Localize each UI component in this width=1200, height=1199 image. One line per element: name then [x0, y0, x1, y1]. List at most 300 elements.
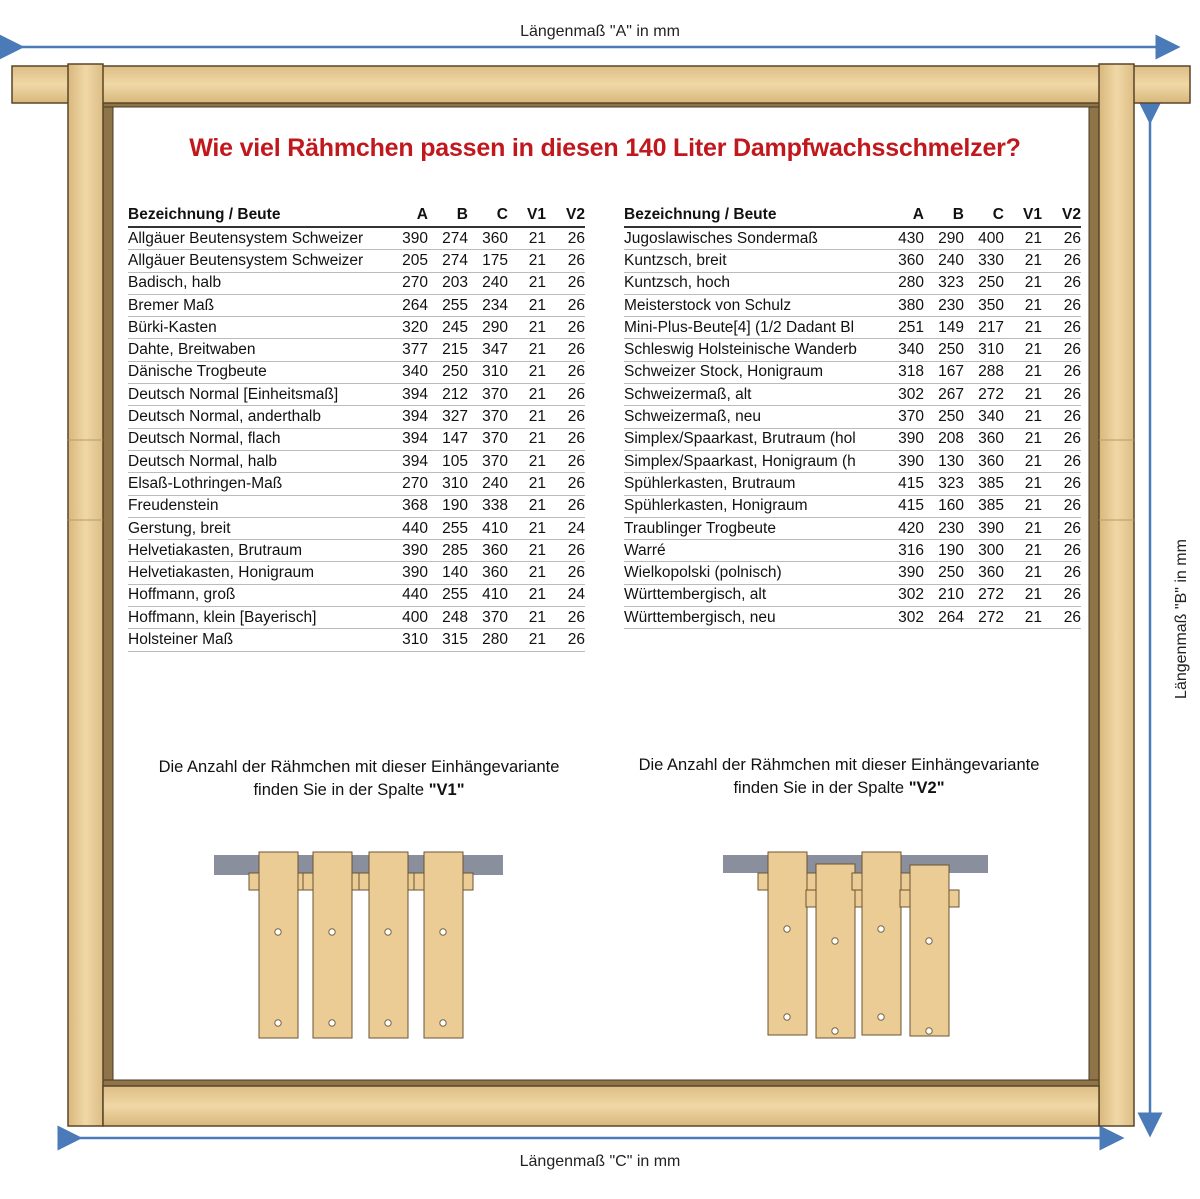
- table-row: [128, 406, 585, 428]
- value-cell: 21: [508, 406, 546, 428]
- value-cell: 26: [546, 272, 585, 294]
- value-cell: 310: [428, 473, 468, 495]
- hive-name-cell: Gerstung, breit: [128, 517, 388, 539]
- value-cell: 26: [1042, 584, 1081, 606]
- value-cell: 394: [388, 406, 428, 428]
- value-cell: 440: [388, 584, 428, 606]
- hive-name-cell: Hoffmann, klein [Bayerisch]: [128, 607, 388, 629]
- value-cell: 385: [964, 495, 1004, 517]
- table-row: [128, 473, 585, 495]
- hive-name-cell: Schweizermaß, alt: [624, 384, 884, 406]
- value-cell: 26: [546, 629, 585, 651]
- value-cell: 240: [468, 272, 508, 294]
- hive-name-cell: Württembergisch, neu: [624, 607, 884, 629]
- value-cell: 272: [964, 584, 1004, 606]
- value-cell: 21: [508, 607, 546, 629]
- value-cell: 215: [428, 339, 468, 361]
- value-cell: 240: [468, 473, 508, 495]
- note-v2-column: "V2": [908, 779, 945, 797]
- table-header-row: [128, 205, 585, 227]
- hive-name-cell: Deutsch Normal, halb: [128, 450, 388, 472]
- value-cell: 26: [546, 294, 585, 316]
- column-header: B: [428, 205, 468, 227]
- value-cell: 26: [1042, 450, 1081, 472]
- wire-hole: [784, 926, 790, 932]
- value-cell: 21: [508, 339, 546, 361]
- value-cell: 394: [388, 450, 428, 472]
- value-cell: 21: [1004, 227, 1042, 250]
- value-cell: 285: [428, 540, 468, 562]
- value-cell: 360: [468, 227, 508, 250]
- value-cell: 21: [508, 629, 546, 651]
- value-cell: 410: [468, 584, 508, 606]
- value-cell: 26: [1042, 250, 1081, 272]
- value-cell: 370: [468, 607, 508, 629]
- table-row: [128, 317, 585, 339]
- frame-side-bar: [768, 852, 807, 1035]
- value-cell: 210: [924, 584, 964, 606]
- value-cell: 212: [428, 384, 468, 406]
- value-cell: 350: [964, 294, 1004, 316]
- hive-name-cell: Württembergisch, alt: [624, 584, 884, 606]
- column-header: V2: [1042, 205, 1081, 227]
- value-cell: 26: [546, 250, 585, 272]
- wire-hole: [275, 929, 281, 935]
- value-cell: 26: [1042, 473, 1081, 495]
- value-cell: 26: [1042, 317, 1081, 339]
- table-row: [624, 450, 1081, 472]
- table-row: [128, 272, 585, 294]
- value-cell: 390: [964, 517, 1004, 539]
- value-cell: 323: [924, 272, 964, 294]
- note-v2-line1: Die Anzahl der Rähmchen mit dieser Einhängevariante: [638, 756, 1040, 774]
- value-cell: 390: [388, 562, 428, 584]
- value-cell: 360: [468, 562, 508, 584]
- value-cell: 302: [884, 384, 924, 406]
- value-cell: 26: [1042, 227, 1081, 250]
- value-cell: 21: [1004, 495, 1042, 517]
- value-cell: 390: [884, 562, 924, 584]
- value-cell: 175: [468, 250, 508, 272]
- table-row: [624, 272, 1081, 294]
- value-cell: 310: [964, 339, 1004, 361]
- hive-name-cell: Jugoslawisches Sondermaß: [624, 227, 884, 250]
- value-cell: 316: [884, 540, 924, 562]
- value-cell: 327: [428, 406, 468, 428]
- hive-name-cell: Bürki-Kasten: [128, 317, 388, 339]
- hive-name-cell: Spühlerkasten, Honigraum: [624, 495, 884, 517]
- value-cell: 272: [964, 384, 1004, 406]
- table-row: [128, 384, 585, 406]
- value-cell: 250: [924, 406, 964, 428]
- value-cell: 290: [468, 317, 508, 339]
- value-cell: 167: [924, 361, 964, 383]
- hive-name-cell: Deutsch Normal, anderthalb: [128, 406, 388, 428]
- value-cell: 280: [884, 272, 924, 294]
- value-cell: 140: [428, 562, 468, 584]
- value-cell: 370: [468, 428, 508, 450]
- value-cell: 290: [924, 227, 964, 250]
- value-cell: 340: [964, 406, 1004, 428]
- value-cell: 21: [508, 250, 546, 272]
- value-cell: 130: [924, 450, 964, 472]
- value-cell: 234: [468, 294, 508, 316]
- hive-name-cell: Warré: [624, 540, 884, 562]
- table-row: [128, 450, 585, 472]
- value-cell: 21: [508, 495, 546, 517]
- value-cell: 21: [508, 562, 546, 584]
- table-row: [624, 495, 1081, 517]
- value-cell: 318: [884, 361, 924, 383]
- value-cell: 21: [508, 450, 546, 472]
- value-cell: 160: [924, 495, 964, 517]
- value-cell: 280: [468, 629, 508, 651]
- note-v2-line2: finden Sie in der Spalte: [733, 779, 905, 797]
- table-row: [624, 517, 1081, 539]
- value-cell: 217: [964, 317, 1004, 339]
- value-cell: 360: [964, 450, 1004, 472]
- hive-name-cell: Schweizermaß, neu: [624, 406, 884, 428]
- hive-name-cell: Meisterstock von Schulz: [624, 294, 884, 316]
- table-row: [128, 495, 585, 517]
- value-cell: 21: [1004, 473, 1042, 495]
- note-v1-line1: Die Anzahl der Rähmchen mit dieser Einhängevariante: [158, 758, 560, 776]
- table-row: [128, 584, 585, 606]
- value-cell: 21: [1004, 607, 1042, 629]
- value-cell: 26: [546, 227, 585, 250]
- value-cell: 26: [1042, 294, 1081, 316]
- table-row: [624, 607, 1081, 629]
- value-cell: 26: [546, 406, 585, 428]
- value-cell: 330: [964, 250, 1004, 272]
- value-cell: 147: [428, 428, 468, 450]
- table-row: [624, 428, 1081, 450]
- hive-name-cell: Elsaß-Lothringen-Maß: [128, 473, 388, 495]
- value-cell: 21: [1004, 384, 1042, 406]
- value-cell: 250: [924, 339, 964, 361]
- table-row: [624, 406, 1081, 428]
- value-cell: 264: [924, 607, 964, 629]
- hive-name-cell: Simplex/Spaarkast, Brutraum (hol: [624, 428, 884, 450]
- hive-name-cell: Wielkopolski (polnisch): [624, 562, 884, 584]
- column-header: C: [964, 205, 1004, 227]
- value-cell: 430: [884, 227, 924, 250]
- bottom-bar: [103, 1086, 1099, 1126]
- value-cell: 400: [964, 227, 1004, 250]
- value-cell: 21: [1004, 562, 1042, 584]
- value-cell: 255: [428, 517, 468, 539]
- table-row: [624, 317, 1081, 339]
- value-cell: 360: [964, 562, 1004, 584]
- wire-hole: [440, 929, 446, 935]
- value-cell: 21: [1004, 317, 1042, 339]
- value-cell: 338: [468, 495, 508, 517]
- value-cell: 26: [1042, 272, 1081, 294]
- value-cell: 190: [428, 495, 468, 517]
- value-cell: 320: [388, 317, 428, 339]
- wire-hole: [385, 929, 391, 935]
- table-row: [624, 250, 1081, 272]
- wire-hole: [329, 929, 335, 935]
- value-cell: 21: [1004, 294, 1042, 316]
- hive-name-cell: Schweizer Stock, Honigraum: [624, 361, 884, 383]
- hive-name-cell: Badisch, halb: [128, 272, 388, 294]
- table-header-row: [624, 205, 1081, 227]
- table-row: [624, 562, 1081, 584]
- value-cell: 26: [1042, 607, 1081, 629]
- table-row: [128, 339, 585, 361]
- value-cell: 240: [924, 250, 964, 272]
- value-cell: 347: [468, 339, 508, 361]
- hive-name-cell: Hoffmann, groß: [128, 584, 388, 606]
- hive-name-cell: Helvetiakasten, Brutraum: [128, 540, 388, 562]
- hive-name-cell: Kuntzsch, hoch: [624, 272, 884, 294]
- hive-name-cell: Holsteiner Maß: [128, 629, 388, 651]
- value-cell: 394: [388, 428, 428, 450]
- value-cell: 21: [1004, 428, 1042, 450]
- column-header: V1: [508, 205, 546, 227]
- note-v1-column: "V1": [428, 781, 465, 799]
- left-post: [68, 64, 103, 1126]
- hive-name-cell: Freudenstein: [128, 495, 388, 517]
- hive-name-cell: Dahte, Breitwaben: [128, 339, 388, 361]
- value-cell: 368: [388, 495, 428, 517]
- page-title: Wie viel Rähmchen passen in diesen 140 Liter Dampfwachsschmelzer?: [189, 134, 1021, 162]
- frame-side-bar: [424, 852, 463, 1038]
- wire-hole: [832, 938, 838, 944]
- value-cell: 149: [924, 317, 964, 339]
- value-cell: 26: [546, 450, 585, 472]
- value-cell: 380: [884, 294, 924, 316]
- value-cell: 248: [428, 607, 468, 629]
- value-cell: 21: [508, 272, 546, 294]
- value-cell: 26: [1042, 428, 1081, 450]
- value-cell: 203: [428, 272, 468, 294]
- hive-name-cell: Deutsch Normal, flach: [128, 428, 388, 450]
- value-cell: 24: [546, 584, 585, 606]
- top-bar: [12, 66, 1190, 103]
- value-cell: 255: [428, 584, 468, 606]
- value-cell: 26: [546, 540, 585, 562]
- table-row: [128, 517, 585, 539]
- value-cell: 255: [428, 294, 468, 316]
- value-cell: 21: [1004, 361, 1042, 383]
- table-row: [624, 473, 1081, 495]
- dimension-label-b: Längenmaß "B" in mm: [1173, 539, 1190, 699]
- value-cell: 250: [428, 361, 468, 383]
- wire-hole: [385, 1020, 391, 1026]
- value-cell: 208: [924, 428, 964, 450]
- table-row: [128, 361, 585, 383]
- value-cell: 26: [1042, 495, 1081, 517]
- dimension-label-a: Längenmaß "A" in mm: [520, 23, 680, 40]
- value-cell: 415: [884, 495, 924, 517]
- frame-side-bar: [369, 852, 408, 1038]
- value-cell: 26: [1042, 384, 1081, 406]
- value-cell: 24: [546, 517, 585, 539]
- note-v2: [599, 754, 1079, 800]
- wire-hole: [784, 1014, 790, 1020]
- value-cell: 26: [546, 607, 585, 629]
- column-header: A: [884, 205, 924, 227]
- value-cell: 300: [964, 540, 1004, 562]
- frame-side-bar: [259, 852, 298, 1038]
- value-cell: 26: [546, 473, 585, 495]
- value-cell: 230: [924, 294, 964, 316]
- wire-hole: [878, 926, 884, 932]
- value-cell: 310: [388, 629, 428, 651]
- hive-name-cell: Allgäuer Beutensystem Schweizer: [128, 250, 388, 272]
- wire-hole: [926, 1028, 932, 1034]
- value-cell: 360: [884, 250, 924, 272]
- column-header: C: [468, 205, 508, 227]
- value-cell: 26: [546, 495, 585, 517]
- right-post: [1099, 64, 1134, 1126]
- dimension-label-c: Längenmaß "C" in mm: [519, 1153, 681, 1170]
- value-cell: 26: [546, 562, 585, 584]
- value-cell: 250: [964, 272, 1004, 294]
- value-cell: 340: [388, 361, 428, 383]
- column-header: V2: [546, 205, 585, 227]
- value-cell: 21: [508, 294, 546, 316]
- table-row: [128, 428, 585, 450]
- note-v1: [119, 756, 599, 802]
- value-cell: 415: [884, 473, 924, 495]
- hive-name-cell: Dänische Trogbeute: [128, 361, 388, 383]
- hive-name-cell: Kuntzsch, breit: [624, 250, 884, 272]
- value-cell: 26: [1042, 406, 1081, 428]
- value-cell: 21: [1004, 450, 1042, 472]
- value-cell: 410: [468, 517, 508, 539]
- value-cell: 315: [428, 629, 468, 651]
- value-cell: 377: [388, 339, 428, 361]
- value-cell: 370: [468, 450, 508, 472]
- value-cell: 105: [428, 450, 468, 472]
- value-cell: 26: [1042, 562, 1081, 584]
- column-header: V1: [1004, 205, 1042, 227]
- value-cell: 302: [884, 607, 924, 629]
- value-cell: 390: [884, 450, 924, 472]
- value-cell: 26: [1042, 361, 1081, 383]
- table-row: [128, 562, 585, 584]
- value-cell: 26: [546, 317, 585, 339]
- table-row: [624, 584, 1081, 606]
- wire-hole: [275, 1020, 281, 1026]
- value-cell: 385: [964, 473, 1004, 495]
- table-row: [128, 629, 585, 651]
- value-cell: 288: [964, 361, 1004, 383]
- wire-hole: [878, 1014, 884, 1020]
- table-row: [128, 227, 585, 250]
- wire-hole: [329, 1020, 335, 1026]
- value-cell: 21: [508, 227, 546, 250]
- table-row: [128, 607, 585, 629]
- value-cell: 21: [1004, 339, 1042, 361]
- frame-side-bar: [313, 852, 352, 1038]
- value-cell: 440: [388, 517, 428, 539]
- value-cell: 245: [428, 317, 468, 339]
- value-cell: 21: [1004, 584, 1042, 606]
- hive-name-cell: Bremer Maß: [128, 294, 388, 316]
- wire-hole: [440, 1020, 446, 1026]
- hive-name-cell: Simplex/Spaarkast, Honigraum (h: [624, 450, 884, 472]
- value-cell: 21: [1004, 517, 1042, 539]
- hive-name-cell: Helvetiakasten, Honigraum: [128, 562, 388, 584]
- table-row: [624, 294, 1081, 316]
- value-cell: 340: [884, 339, 924, 361]
- frame-side-bar: [862, 852, 901, 1035]
- hive-name-cell: Deutsch Normal [Einheitsmaß]: [128, 384, 388, 406]
- value-cell: 26: [1042, 339, 1081, 361]
- value-cell: 26: [546, 384, 585, 406]
- value-cell: 21: [1004, 540, 1042, 562]
- value-cell: 272: [964, 607, 1004, 629]
- note-v1-line2: finden Sie in der Spalte: [253, 781, 425, 799]
- value-cell: 370: [884, 406, 924, 428]
- value-cell: 267: [924, 384, 964, 406]
- hive-name-cell: Traublinger Trogbeute: [624, 517, 884, 539]
- table-row: [128, 540, 585, 562]
- table-row: [128, 294, 585, 316]
- table-right: [624, 205, 1081, 629]
- value-cell: 270: [388, 272, 428, 294]
- value-cell: 21: [508, 384, 546, 406]
- value-cell: 310: [468, 361, 508, 383]
- value-cell: 230: [924, 517, 964, 539]
- value-cell: 21: [1004, 272, 1042, 294]
- value-cell: 190: [924, 540, 964, 562]
- value-cell: 390: [388, 540, 428, 562]
- value-cell: 26: [1042, 517, 1081, 539]
- table-left: [128, 205, 585, 652]
- frame-side-bar: [816, 864, 855, 1038]
- value-cell: 21: [1004, 406, 1042, 428]
- value-cell: 21: [508, 428, 546, 450]
- value-cell: 250: [924, 562, 964, 584]
- value-cell: 205: [388, 250, 428, 272]
- table-row: [624, 384, 1081, 406]
- hive-name-cell: Mini-Plus-Beute[4] (1/2 Dadant Bl: [624, 317, 884, 339]
- value-cell: 21: [508, 540, 546, 562]
- value-cell: 420: [884, 517, 924, 539]
- wire-hole: [926, 938, 932, 944]
- value-cell: 360: [468, 540, 508, 562]
- table-row: [624, 339, 1081, 361]
- value-cell: 26: [546, 361, 585, 383]
- column-header: Bezeichnung / Beute: [624, 205, 884, 227]
- value-cell: 21: [508, 473, 546, 495]
- value-cell: 21: [508, 584, 546, 606]
- value-cell: 390: [388, 227, 428, 250]
- value-cell: 21: [1004, 250, 1042, 272]
- value-cell: 26: [1042, 540, 1081, 562]
- table-row: [624, 540, 1081, 562]
- value-cell: 274: [428, 227, 468, 250]
- value-cell: 274: [428, 250, 468, 272]
- value-cell: 264: [388, 294, 428, 316]
- table-row: [128, 250, 585, 272]
- value-cell: 251: [884, 317, 924, 339]
- value-cell: 302: [884, 584, 924, 606]
- hive-name-cell: Spühlerkasten, Brutraum: [624, 473, 884, 495]
- wire-hole: [832, 1028, 838, 1034]
- value-cell: 370: [468, 384, 508, 406]
- value-cell: 323: [924, 473, 964, 495]
- value-cell: 360: [964, 428, 1004, 450]
- value-cell: 21: [508, 517, 546, 539]
- value-cell: 270: [388, 473, 428, 495]
- value-cell: 394: [388, 384, 428, 406]
